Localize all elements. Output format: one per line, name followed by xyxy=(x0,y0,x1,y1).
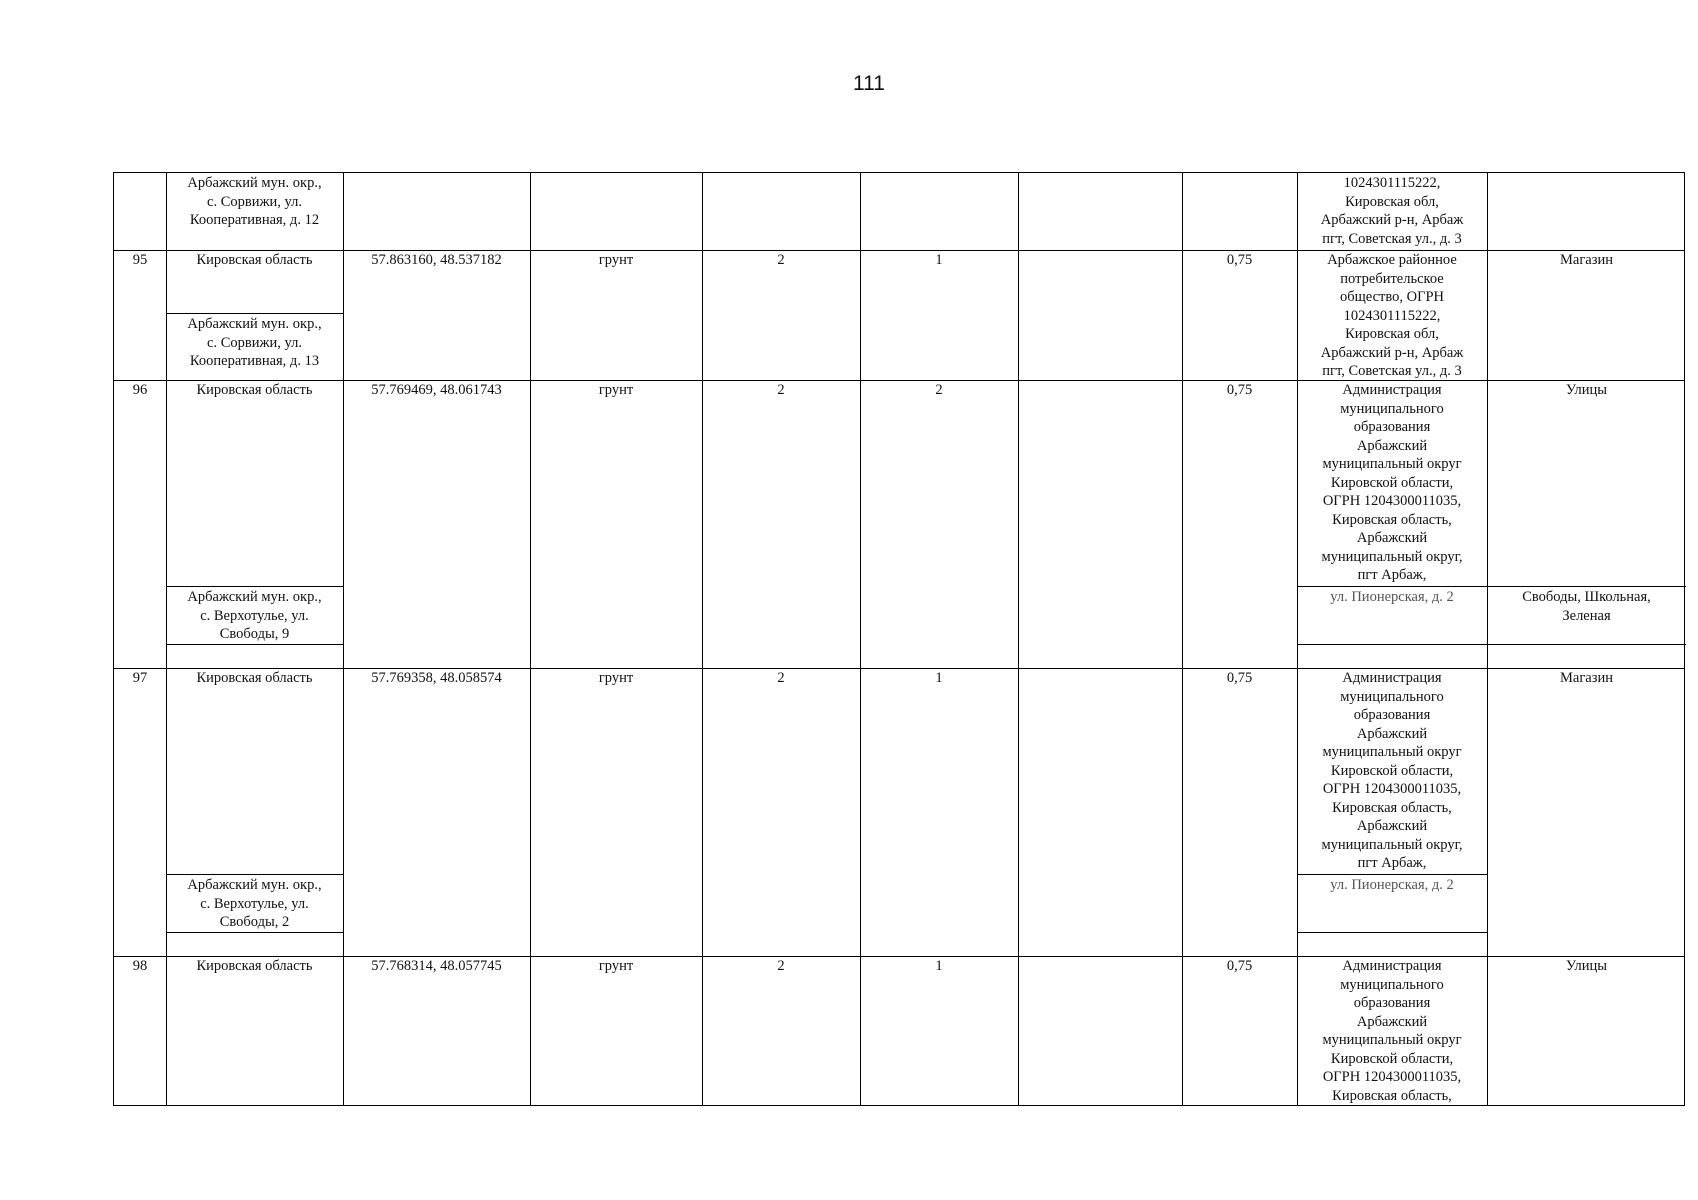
table-cell-owner: Администрация муниципального образования Арбажский муниципальный округ Кировской области, ОГРН 1204300011035, Кировская область, Арбажский муниципальный округ, пгт Арбаж, xyxy=(1321,382,1463,583)
cell-divider xyxy=(166,313,343,314)
table-cell-owner: 1024301115222, Кировская обл, Арбажский р-н, Арбаж пгт, Советская ул., д. 3 xyxy=(1320,175,1464,247)
table-cell-region: Кировская область xyxy=(196,958,313,974)
table-cell-source: Магазин xyxy=(1560,252,1613,268)
table-cell-count: 1 xyxy=(935,958,943,974)
table-cell-address: Арбажский мун. окр., с. Верхотулье, ул. Свободы, 9 xyxy=(187,589,322,642)
table-cell-count: 1 xyxy=(935,670,943,686)
cell-divider xyxy=(1297,586,1686,587)
table-cell-owner: Арбажское районное потребительское общество, ОГРН 1024301115222, Кировская обл, Арбажский р-н, Арбаж пгт, Советская ул., д. 3 xyxy=(1320,252,1464,379)
registry-table xyxy=(113,172,1685,1106)
table-cell-source-tail: Свободы, Школьная, Зеленая xyxy=(1522,589,1651,624)
table-cell-source: Магазин xyxy=(1560,670,1613,686)
table-cell-coords: 57.769358, 48.058574 xyxy=(371,670,502,686)
cell-divider xyxy=(166,644,343,645)
table-cell-containers: 2 xyxy=(777,958,785,974)
table-cell-owner-tail: ул. Пионерская, д. 2 xyxy=(1330,877,1454,893)
table-cell-owner: Администрация муниципального образования Арбажский муниципальный округ Кировской области, ОГРН 1204300011035, Кировская область, xyxy=(1322,958,1462,1104)
cell-divider xyxy=(166,586,343,587)
table-cell-number: 98 xyxy=(132,958,148,974)
cell-divider xyxy=(166,932,343,933)
table-cell-count: 1 xyxy=(935,252,943,268)
cell-divider xyxy=(1297,874,1487,875)
table-cell-surface: грунт xyxy=(598,958,634,974)
table-cell-volume: 0,75 xyxy=(1226,252,1253,268)
table-cell-surface: грунт xyxy=(598,252,634,268)
table-cell-region: Кировская область xyxy=(196,382,313,398)
table-cell-source: Улицы xyxy=(1565,958,1608,974)
cell-divider xyxy=(1297,932,1487,933)
table-cell-owner-tail: ул. Пионерская, д. 2 xyxy=(1330,589,1454,605)
table-cell-source: Улицы xyxy=(1565,382,1608,398)
table-cell-volume: 0,75 xyxy=(1226,670,1253,686)
table-cell-containers: 2 xyxy=(777,382,785,398)
table-cell-number: 96 xyxy=(132,382,148,398)
table-cell-count: 2 xyxy=(935,382,943,398)
table-cell-owner: Администрация муниципального образования Арбажский муниципальный округ Кировской области, ОГРН 1204300011035, Кировская область, Арбажский муниципальный округ, пгт Арбаж, xyxy=(1321,670,1463,871)
table-cell-address: Арбажский мун. окр., с. Сорвижи, ул. Кооперативная, д. 13 xyxy=(187,316,322,369)
table-cell-region: Кировская область xyxy=(196,670,313,686)
table-cell-coords: 57.863160, 48.537182 xyxy=(371,252,502,268)
table-cell-volume: 0,75 xyxy=(1226,382,1253,398)
table-cell-containers: 2 xyxy=(777,670,785,686)
table-cell-address: Арбажский мун. окр., с. Сорвижи, ул. Кооперативная, д. 12 xyxy=(187,175,322,228)
table-cell-surface: грунт xyxy=(598,670,634,686)
table-cell-volume: 0,75 xyxy=(1226,958,1253,974)
column-divider xyxy=(1018,173,1019,1105)
table-cell-coords: 57.769469, 48.061743 xyxy=(371,382,502,398)
table-cell-surface: грунт xyxy=(598,382,634,398)
cell-divider xyxy=(1297,644,1686,645)
table-cell-number: 97 xyxy=(132,670,148,686)
cell-divider xyxy=(166,874,343,875)
table-cell-containers: 2 xyxy=(777,252,785,268)
table-cell-number: 95 xyxy=(132,252,148,268)
page-number: 111 xyxy=(853,72,885,95)
table-cell-region: Кировская область xyxy=(196,252,313,268)
table-cell-coords: 57.768314, 48.057745 xyxy=(371,958,502,974)
table-cell-address: Арбажский мун. окр., с. Верхотулье, ул. Свободы, 2 xyxy=(187,877,322,930)
